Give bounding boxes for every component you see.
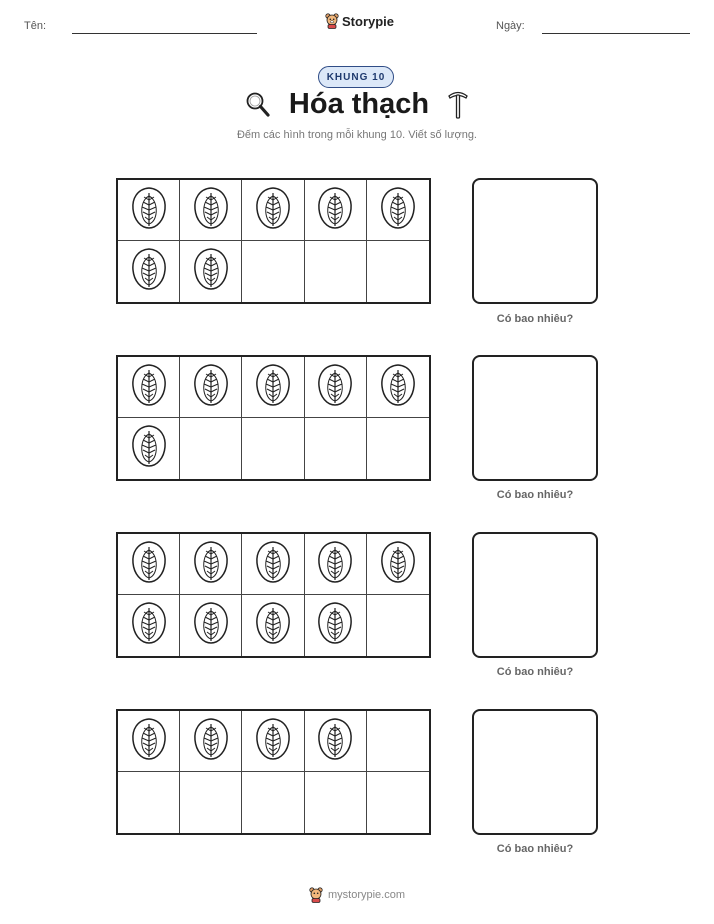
leaf-fossil-icon	[192, 185, 230, 236]
footer	[0, 887, 714, 903]
ten-frame-3	[116, 532, 431, 658]
answer-box-4[interactable]	[472, 709, 598, 835]
leaf-fossil-icon	[130, 362, 168, 413]
date-label: Ngày:	[496, 20, 525, 32]
ten-frame-4	[116, 709, 431, 835]
leaf-fossil-icon	[254, 600, 292, 651]
ten-frame-cell	[242, 534, 304, 595]
ten-frame-2	[116, 355, 431, 481]
ten-frame-cell	[118, 772, 180, 833]
magnifier-icon	[245, 90, 271, 120]
leaf-fossil-icon	[192, 716, 230, 767]
leaf-fossil-icon	[316, 600, 354, 651]
leaf-fossil-icon	[379, 185, 417, 236]
ten-frame-cell	[305, 357, 367, 418]
ten-frame-cell	[180, 180, 242, 241]
ten-frame-cell	[242, 180, 304, 241]
ten-frame-cell	[305, 180, 367, 241]
leaf-fossil-icon	[316, 185, 354, 236]
answer-label-2: Có bao nhiêu?	[496, 489, 574, 501]
ten-frame-cell	[242, 595, 304, 656]
ten-frame-cell	[242, 418, 304, 479]
ten-frame-cell	[118, 595, 180, 656]
answer-label-4: Có bao nhiêu?	[496, 843, 574, 855]
leaf-fossil-icon	[316, 362, 354, 413]
date-line[interactable]	[542, 33, 690, 34]
storypie-logo	[325, 13, 394, 29]
leaf-fossil-icon	[130, 423, 168, 474]
footer-url: mystorypie.com	[327, 889, 406, 901]
ten-frame-cell	[242, 772, 304, 833]
ten-frame-cell	[242, 241, 304, 302]
leaf-fossil-icon	[254, 539, 292, 590]
answer-label-1: Có bao nhiêu?	[496, 313, 574, 325]
ten-frame-cell	[118, 180, 180, 241]
ten-frame-cell	[180, 418, 242, 479]
bear-mascot-icon	[325, 13, 339, 29]
instructions: Đếm các hình trong mỗi khung 10. Viết số lượng.	[236, 129, 477, 141]
answer-box-1[interactable]	[472, 178, 598, 304]
ten-frame-cell	[367, 418, 429, 479]
ten-frame-cell	[367, 241, 429, 302]
logo-text: Storypie	[342, 13, 395, 29]
leaf-fossil-icon	[130, 539, 168, 590]
leaf-fossil-icon	[379, 362, 417, 413]
ten-frame-cell	[118, 418, 180, 479]
ten-frame-cell	[367, 180, 429, 241]
name-line[interactable]	[72, 33, 257, 34]
ten-frame-cell	[242, 711, 304, 772]
leaf-fossil-icon	[254, 362, 292, 413]
ten-frame-cell	[242, 357, 304, 418]
ten-frame-cell	[367, 357, 429, 418]
ten-frame-cell	[118, 357, 180, 418]
ten-frame-cell	[180, 241, 242, 302]
ten-frame-cell	[367, 534, 429, 595]
ten-frame-cell	[180, 711, 242, 772]
answer-label-3: Có bao nhiêu?	[496, 666, 574, 678]
ten-frame-cell	[305, 241, 367, 302]
leaf-fossil-icon	[130, 246, 168, 297]
leaf-fossil-icon	[192, 539, 230, 590]
bear-mascot-icon	[309, 887, 323, 903]
ten-frame-badge: KHUNG 10	[318, 66, 394, 88]
leaf-fossil-icon	[379, 539, 417, 590]
title-row	[0, 88, 714, 121]
leaf-fossil-icon	[192, 246, 230, 297]
leaf-fossil-icon	[130, 600, 168, 651]
ten-frame-cell	[305, 595, 367, 656]
leaf-fossil-icon	[316, 539, 354, 590]
ten-frame-cell	[180, 357, 242, 418]
ten-frame-cell	[305, 711, 367, 772]
ten-frame-cell	[367, 711, 429, 772]
page-title: Hóa thạch	[288, 88, 430, 120]
ten-frame-1	[116, 178, 431, 304]
pickaxe-icon	[447, 90, 469, 120]
leaf-fossil-icon	[254, 716, 292, 767]
ten-frame-cell	[305, 418, 367, 479]
answer-box-2[interactable]	[472, 355, 598, 481]
leaf-fossil-icon	[130, 716, 168, 767]
ten-frame-cell	[118, 711, 180, 772]
ten-frame-cell	[180, 534, 242, 595]
leaf-fossil-icon	[130, 185, 168, 236]
ten-frame-cell	[305, 534, 367, 595]
leaf-fossil-icon	[254, 185, 292, 236]
leaf-fossil-icon	[192, 600, 230, 651]
ten-frame-cell	[367, 595, 429, 656]
ten-frame-cell	[367, 772, 429, 833]
ten-frame-cell	[180, 772, 242, 833]
name-label: Tên:	[24, 20, 47, 32]
answer-box-3[interactable]	[472, 532, 598, 658]
leaf-fossil-icon	[192, 362, 230, 413]
ten-frame-cell	[118, 241, 180, 302]
leaf-fossil-icon	[316, 716, 354, 767]
ten-frame-cell	[180, 595, 242, 656]
ten-frame-cell	[305, 772, 367, 833]
ten-frame-cell	[118, 534, 180, 595]
